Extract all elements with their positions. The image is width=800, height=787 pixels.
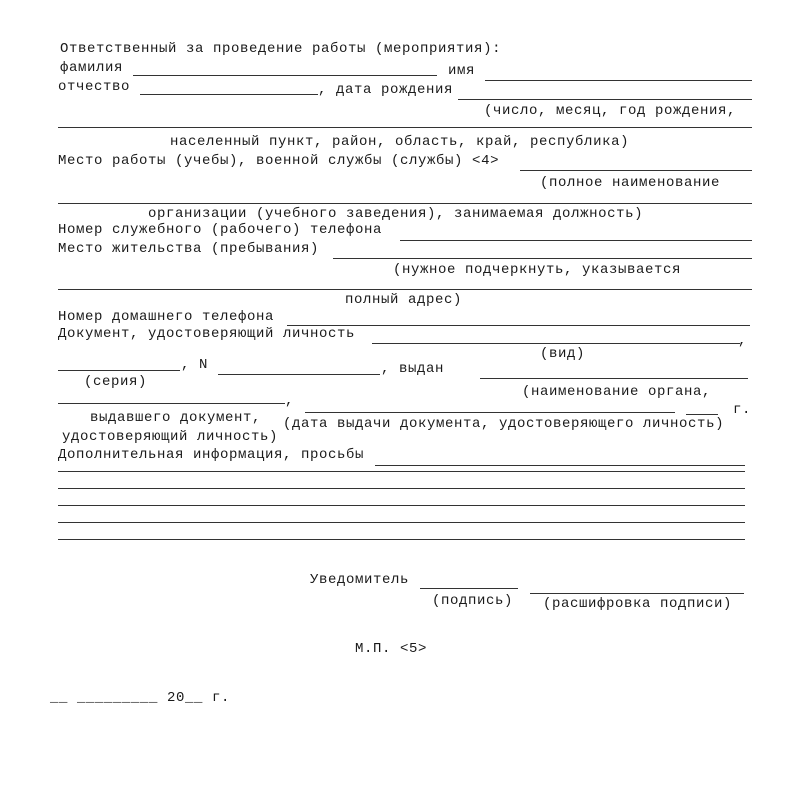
surname-field[interactable] [133, 75, 437, 76]
work-phone-field[interactable] [400, 240, 752, 241]
residence-field[interactable] [333, 258, 752, 259]
issue-date-hint: (дата выдачи документа, удостоверяющего личность) [283, 416, 725, 432]
name-label: имя [448, 63, 476, 79]
birth-hint-1: (число, месяц, год рождения, [484, 103, 737, 119]
home-phone-field[interactable] [287, 325, 750, 326]
responsible-heading: Ответственный за проведение работы (мероприятия): [60, 41, 502, 57]
workplace-hint-1: (полное наименование [540, 175, 721, 191]
extra-info-field[interactable] [375, 465, 745, 466]
birth-date-field[interactable] [458, 99, 752, 100]
issued-label: , выдан [381, 361, 445, 377]
extra-info-line[interactable] [58, 539, 745, 540]
number-label: , N [181, 357, 209, 373]
issue-date-field[interactable] [305, 412, 675, 413]
year-suffix: г. [733, 402, 752, 418]
issuer-hint-3: удостоверяющий личность) [62, 429, 279, 445]
birthplace-field[interactable] [58, 127, 752, 128]
extra-info-line[interactable] [58, 505, 745, 506]
issuer-field[interactable] [480, 378, 748, 379]
issuer-hint-1: (наименование органа, [522, 384, 712, 400]
issuer-hint-2: выдавшего документ, [90, 410, 262, 426]
residence-label: Место жительства (пребывания) [58, 241, 320, 257]
series-field[interactable] [58, 370, 180, 371]
name-field[interactable] [485, 80, 752, 81]
notifier-label: Уведомитель [310, 572, 410, 588]
residence-hint-2: полный адрес) [345, 292, 463, 308]
workplace-field-2[interactable] [58, 203, 752, 204]
work-phone-label: Номер служебного (рабочего) телефона [58, 222, 383, 238]
decode-hint: (расшифровка подписи) [543, 596, 733, 612]
residence-field-2[interactable] [58, 289, 752, 290]
home-phone-label: Номер домашнего телефона [58, 309, 275, 325]
birth-date-label: , дата рождения [318, 82, 454, 98]
extra-info-label: Дополнительная информация, просьбы [58, 447, 365, 463]
id-kind-field[interactable] [372, 343, 740, 344]
extra-info-line[interactable] [58, 488, 745, 489]
surname-label: фамилия [60, 60, 124, 76]
number-field[interactable] [218, 374, 380, 375]
extra-info-line[interactable] [58, 471, 745, 472]
signature-hint: (подпись) [432, 593, 514, 609]
issuer-field-2[interactable] [58, 403, 285, 404]
signature-field[interactable] [420, 588, 518, 589]
stamp-label: М.П. <5> [355, 641, 428, 657]
id-kind-hint: (вид) [540, 346, 586, 362]
workplace-hint-2: организации (учебного заведения), занимаемая должность) [148, 206, 644, 222]
workplace-label: Место работы (учебы), военной службы (службы) <4> [58, 153, 500, 169]
comma: , [738, 333, 748, 349]
date-line: __ _________ 20__ г. [50, 690, 231, 706]
birth-hint-2: населенный пункт, район, область, край, республика) [170, 134, 630, 150]
issue-year-field[interactable] [686, 414, 718, 415]
extra-info-line[interactable] [58, 522, 745, 523]
signature-decode-field[interactable] [530, 593, 744, 594]
workplace-field[interactable] [520, 170, 752, 171]
residence-hint-1: (нужное подчеркнуть, указывается [393, 262, 682, 278]
comma-2: , [285, 393, 295, 409]
patronymic-field[interactable] [140, 94, 318, 95]
id-doc-label: Документ, удостоверяющий личность [58, 326, 356, 342]
series-hint: (серия) [84, 374, 148, 390]
patronymic-label: отчество [58, 79, 131, 95]
